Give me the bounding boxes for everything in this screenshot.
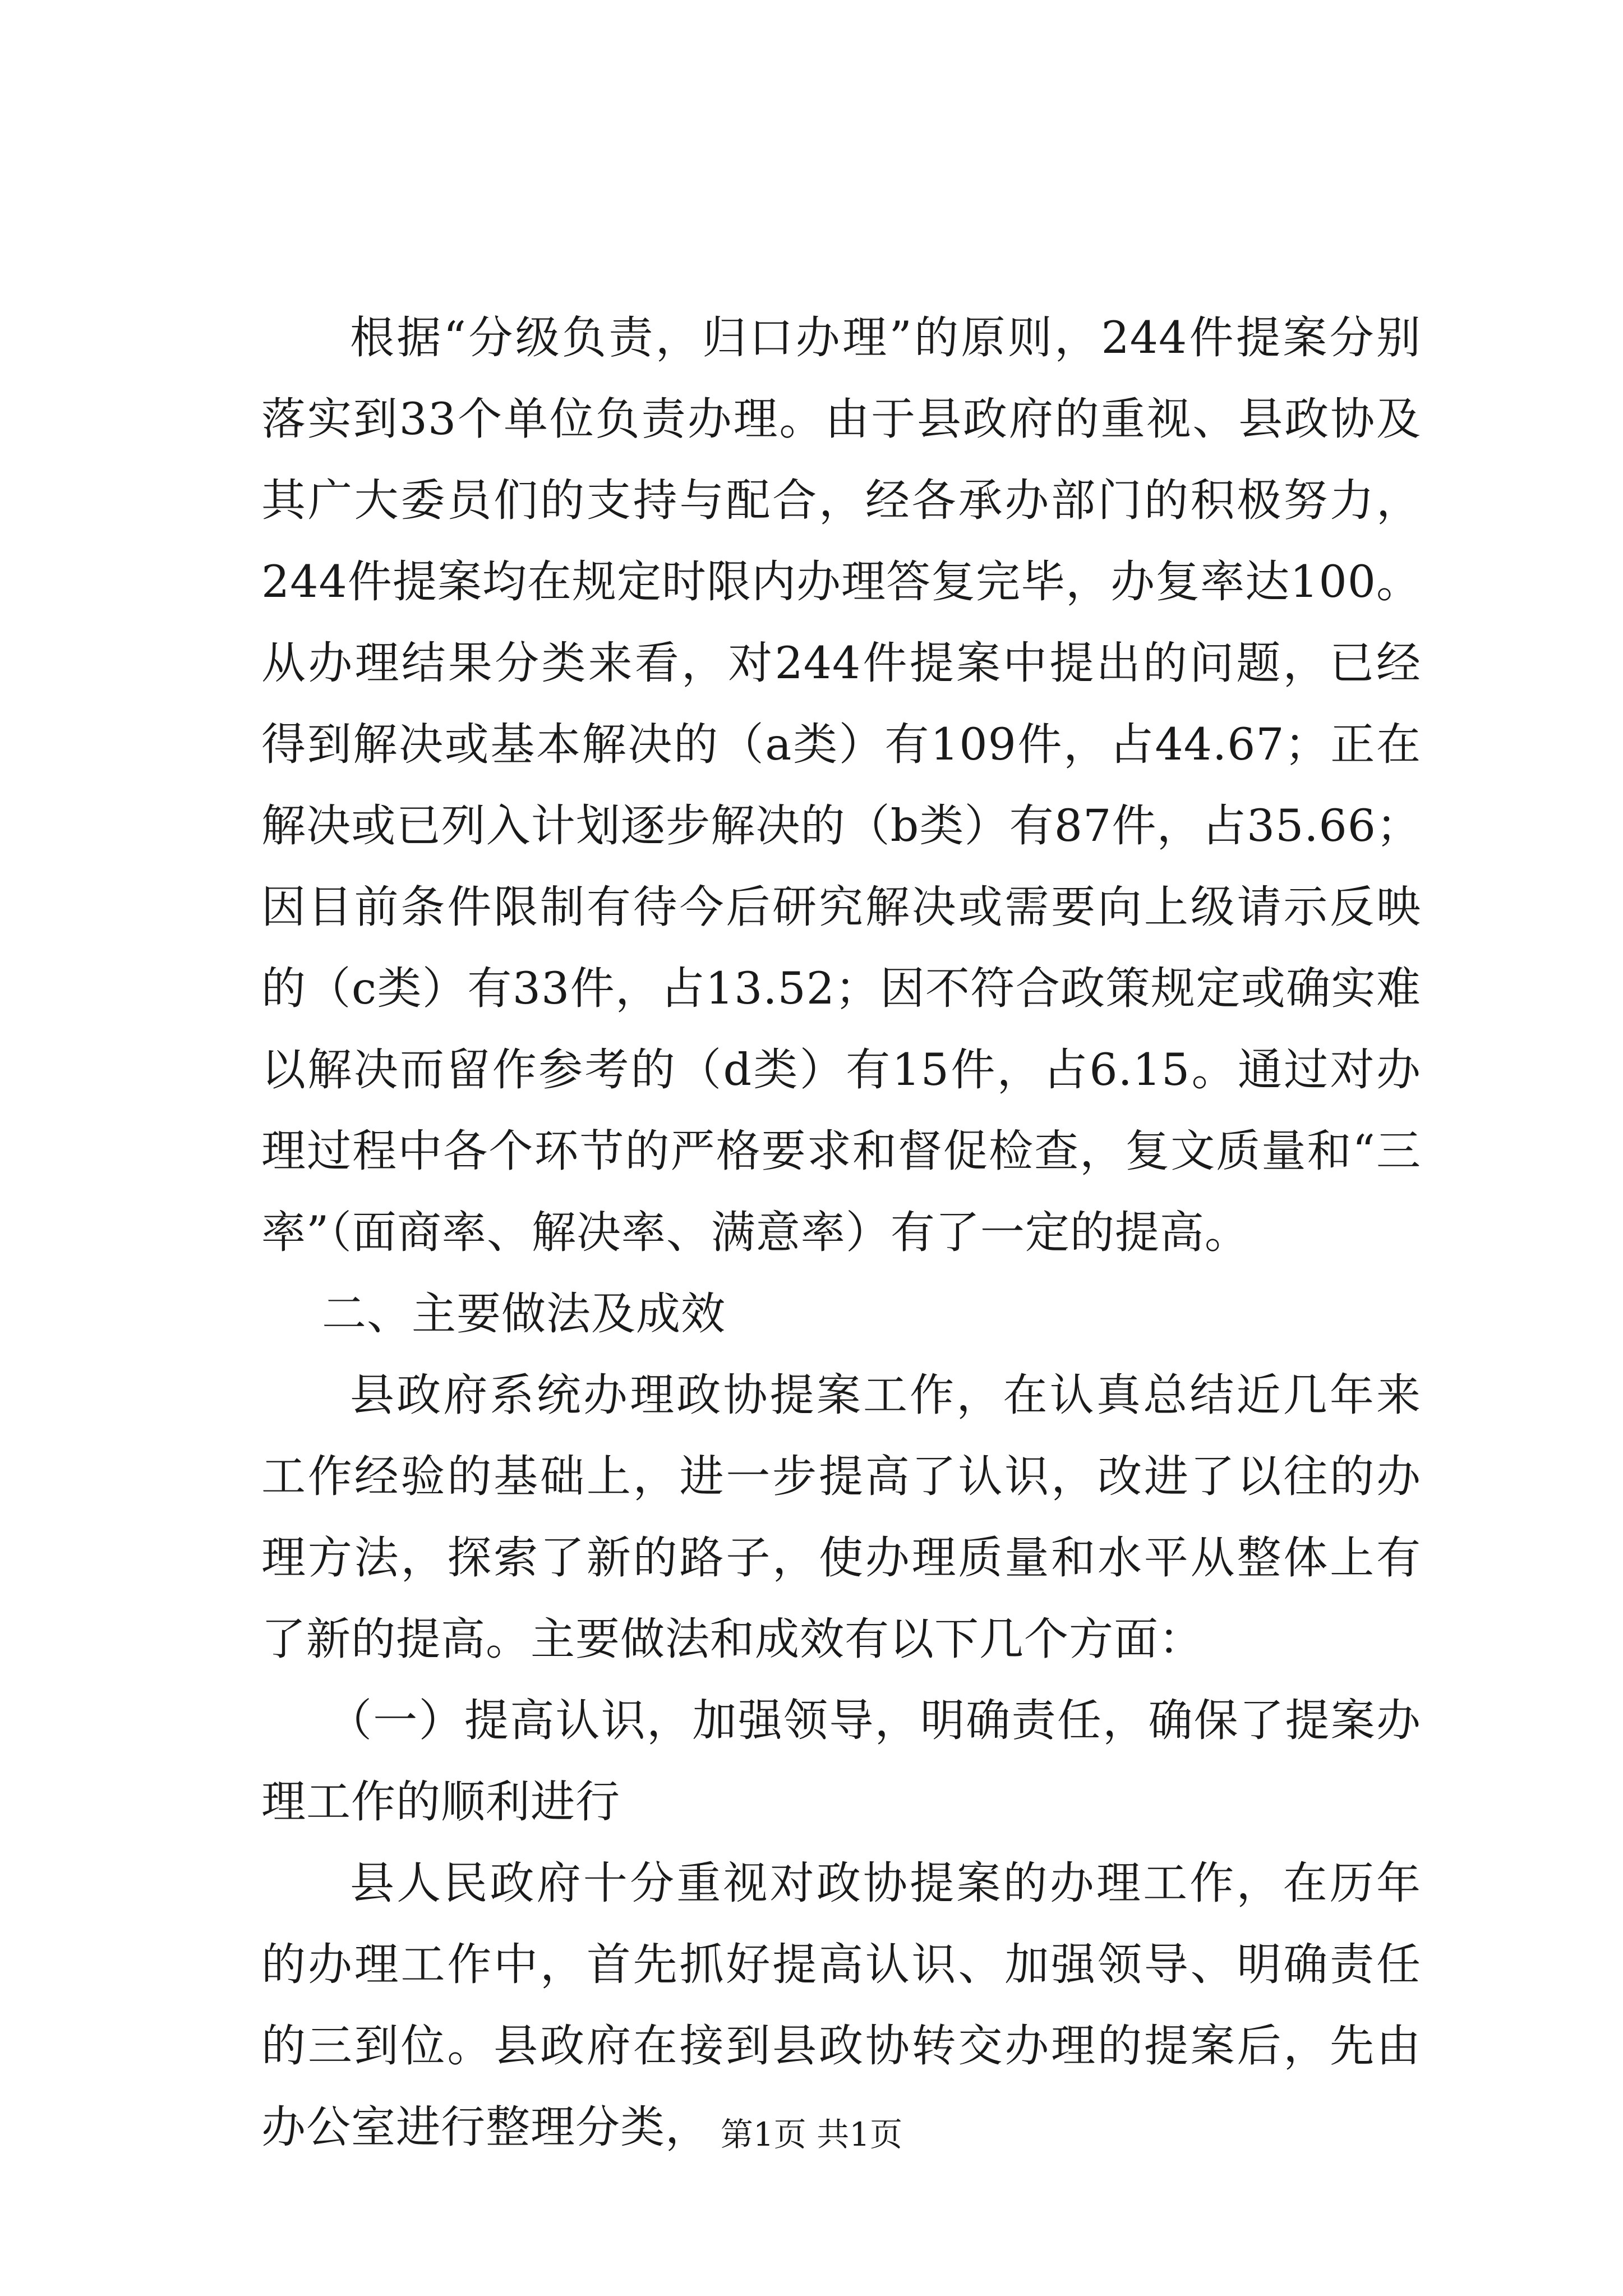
paragraph-results-summary: 根据“分级负责，归口办理”的原则，244件提案分别落实到33个单位负责办理。由于县政府的重视、县政协及其广大委员们的支持与配合，经各承办部门的积极努力，244件提案均在规定时限内办理答复完毕，办复率达100。从办理结果分类来看，对244件提案中提出的问题，已经得到解决或基本解决的（a类）有109件，占44.67；正在解决或已列入计划逐步解决的（b类）有87件，占35.66；因目前条件限制有待今后研究解决或需要向上级请示反映的（c类）有33件，占13.52；因不符合政策规定或确实难以解决而留作参考的（d类）有15件，占6.15。通过对办理过程中各个环节的严格要求和督促检查，复文质量和“三率”（面商率、解决率、满意率）有了一定的提高。 [261,312,1421,1258]
section-heading-main-practices: 二、主要做法及成效 [322,1288,726,1340]
subsection-heading-awareness: （一）提高认识，加强领导，明确责任，确保了提案办理工作的顺利进行 [261,1695,1421,1828]
paragraph-practices-intro: 县政府系统办理政协提案工作，在认真总结近几年来工作经验的基础上，进一步提高了认识，改进了以往的办理方法，探索了新的路子，使办理质量和水平从整体上有了新的提高。主要做法和成效有以下几个方面： [261,1369,1421,1665]
document-body [261,297,1421,2168]
paragraph-government-attention: 县人民政府十分重视对政协提案的办理工作，在历年的办理工作中，首先抓好提高认识、加强领导、明确责任的三到位。县政府在接到县政协转交办理的提案后，先由办公室进行整理分类， [261,1857,1421,2153]
page-footer: 第1页 共1页 [720,2115,903,2154]
